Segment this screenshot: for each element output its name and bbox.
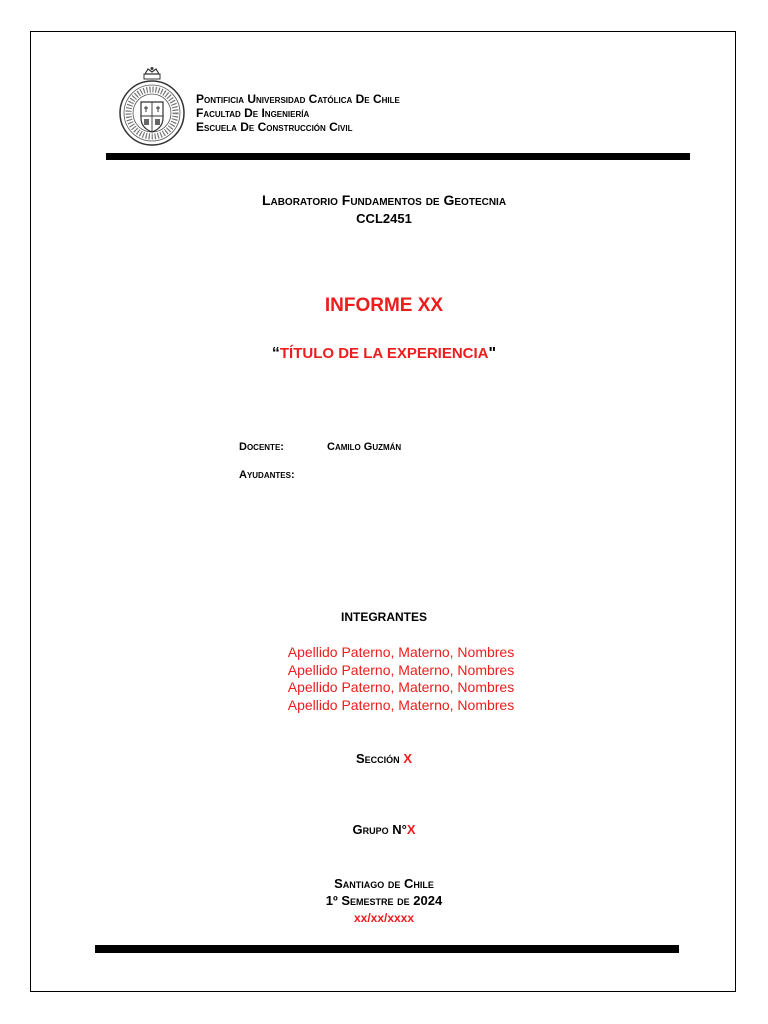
- member-name: Apellido Paterno, Materno, Nombres: [287, 696, 515, 713]
- section-value: X: [403, 751, 412, 766]
- faculty-name: Facultad De Ingeniería: [196, 106, 310, 120]
- quote-close: ": [488, 345, 497, 362]
- institution-header: [196, 92, 400, 134]
- ayudantes-label: Ayudantes:: [239, 469, 295, 481]
- group-line: [0, 822, 768, 837]
- experience-title: [0, 345, 768, 363]
- course-code: CCL2451: [356, 211, 412, 226]
- footer-rule: [95, 945, 679, 953]
- semester: 1º Semestre de 2024: [325, 893, 443, 908]
- integrantes-heading: INTEGRANTES: [340, 610, 427, 624]
- school-name: Escuela De Construcción Civil: [196, 120, 353, 134]
- university-seal-icon: [117, 66, 187, 152]
- city: Santiago de Chile: [334, 876, 434, 891]
- university-name: Pontificia Universidad Católica De Chile: [196, 92, 400, 106]
- quote-open: “: [271, 345, 280, 362]
- docente-label: Docente:: [239, 441, 284, 453]
- header-rule: [106, 153, 690, 160]
- experience-title-text: TÍTULO DE LA EXPERIENCIA: [279, 345, 489, 362]
- section-line: [0, 751, 768, 766]
- report-date: xx/xx/xxxx: [353, 911, 415, 925]
- member-name: Apellido Paterno, Materno, Nombres: [287, 679, 515, 695]
- report-title: INFORME XX: [324, 295, 444, 316]
- course-name: Laboratorio Fundamentos de Geotecnia: [261, 192, 507, 208]
- member-name: Apellido Paterno, Materno, Nombres: [287, 661, 515, 678]
- section-label: Sección: [356, 751, 400, 766]
- group-value: X: [406, 822, 416, 837]
- member-name: Apellido Paterno, Materno, Nombres: [287, 644, 515, 660]
- page-border: [30, 31, 736, 992]
- docente-name: Camilo Guzmán: [327, 441, 402, 453]
- group-label: Grupo N°: [352, 822, 407, 837]
- members-list: [0, 644, 768, 714]
- docente-row: [239, 441, 401, 453]
